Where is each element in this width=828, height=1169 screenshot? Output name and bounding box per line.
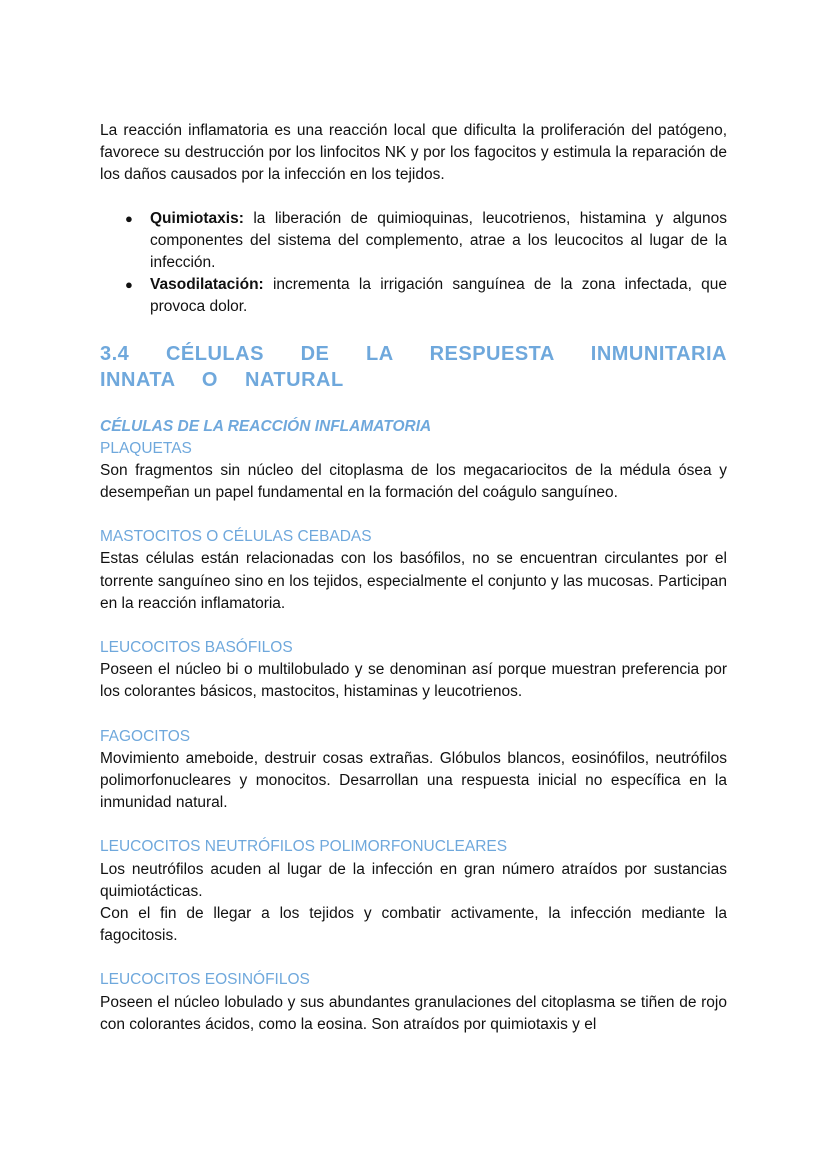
bullet-description: la liberación de quimioquinas, leucotrienos, histamina y algunos componentes del sistema del complemento, atrae a los leucocitos al lugar de la infección. xyxy=(150,209,727,272)
cell-heading: LEUCOCITOS BASÓFILOS xyxy=(100,639,293,657)
cell-paragraph: Movimiento ameboide, destruir cosas extrañas. Glóbulos blancos, eosinófilos, neutrófilos polimorfonucleares y monocitos. Desarrollan una respuesta inicial no específica en la inmunidad natural. xyxy=(100,749,727,812)
bullet-icon: ● xyxy=(125,277,133,293)
cell-block-fagocitos xyxy=(100,726,727,815)
bullet-list xyxy=(100,208,727,319)
cell-paragraph: Con el fin de llegar a los tejidos y combatir activamente, la infección mediante la fagocitosis. xyxy=(100,905,727,945)
subsection-heading: CÉLULAS DE LA REACCIÓN INFLAMATORIA xyxy=(100,417,432,435)
document-page xyxy=(100,120,727,1036)
cell-paragraph: Poseen el núcleo bi o multilobulado y se denominan así porque muestran preferencia por los colorantes básicos, mastocitos, histaminas y leucotrienos. xyxy=(100,661,727,701)
cell-block-neutrofilos xyxy=(100,836,727,947)
bullet-description: incrementa la irrigación sanguínea de la zona infectada, que provoca dolor. xyxy=(150,276,727,316)
cell-block-plaquetas xyxy=(100,438,727,505)
bullet-item-quimiotaxis xyxy=(125,208,727,275)
cell-paragraph: Estas células están relacionadas con los basófilos, no se encuentran circulantes por el torrente sanguíneo sino en los tejidos, especialmente el conjunto y las mucosas. Participan en la reacción inflamatoria. xyxy=(100,550,727,612)
cell-paragraph: Los neutrófilos acuden al lugar de la infección en gran número atraídos por sustancias quimiotácticas. xyxy=(100,860,727,900)
cell-heading: LEUCOCITOS NEUTRÓFILOS POLIMORFONUCLEARES xyxy=(100,838,508,856)
bullet-item-vasodilatacion xyxy=(125,274,727,318)
cell-heading: FAGOCITOS xyxy=(100,727,191,745)
cell-heading: MASTOCITOS O CÉLULAS CEBADAS xyxy=(100,528,372,546)
cell-paragraph: Poseen el núcleo lobulado y sus abundantes granulaciones del citoplasma se tiñen de rojo con colorantes ácidos, como la eosina. Son atraídos por quimiotaxis y el xyxy=(100,993,727,1033)
section-heading: 3.4 CÉLULAS DE LA RESPUESTA INMUNITARIA INNATA O NATURAL xyxy=(100,342,727,391)
cell-block-basofilos xyxy=(100,637,727,704)
cell-heading: PLAQUETAS xyxy=(100,439,192,457)
bullet-text xyxy=(150,208,727,275)
bullet-term: Vasodilatación: xyxy=(150,276,264,294)
bullet-term: Quimiotaxis: xyxy=(150,209,244,227)
bullet-text xyxy=(150,274,727,318)
cell-heading: LEUCOCITOS EOSINÓFILOS xyxy=(100,971,310,989)
bullet-icon: ● xyxy=(125,210,133,226)
cell-block-eosinofilos xyxy=(100,969,727,1036)
cell-block-mastocitos xyxy=(100,526,727,615)
intro-paragraph: La reacción inflamatoria es una reacción local que dificulta la proliferación del patógeno, favorece su destrucción por los linfocitos NK y por los fagocitos y estimula la reparación de los daños causados por la infección en los tejidos. xyxy=(100,122,727,184)
cell-paragraph: Son fragmentos sin núcleo del citoplasma de los megacariocitos de la médula ósea y desempeñan un papel fundamental en la formación del coágulo sanguíneo. xyxy=(100,461,727,502)
